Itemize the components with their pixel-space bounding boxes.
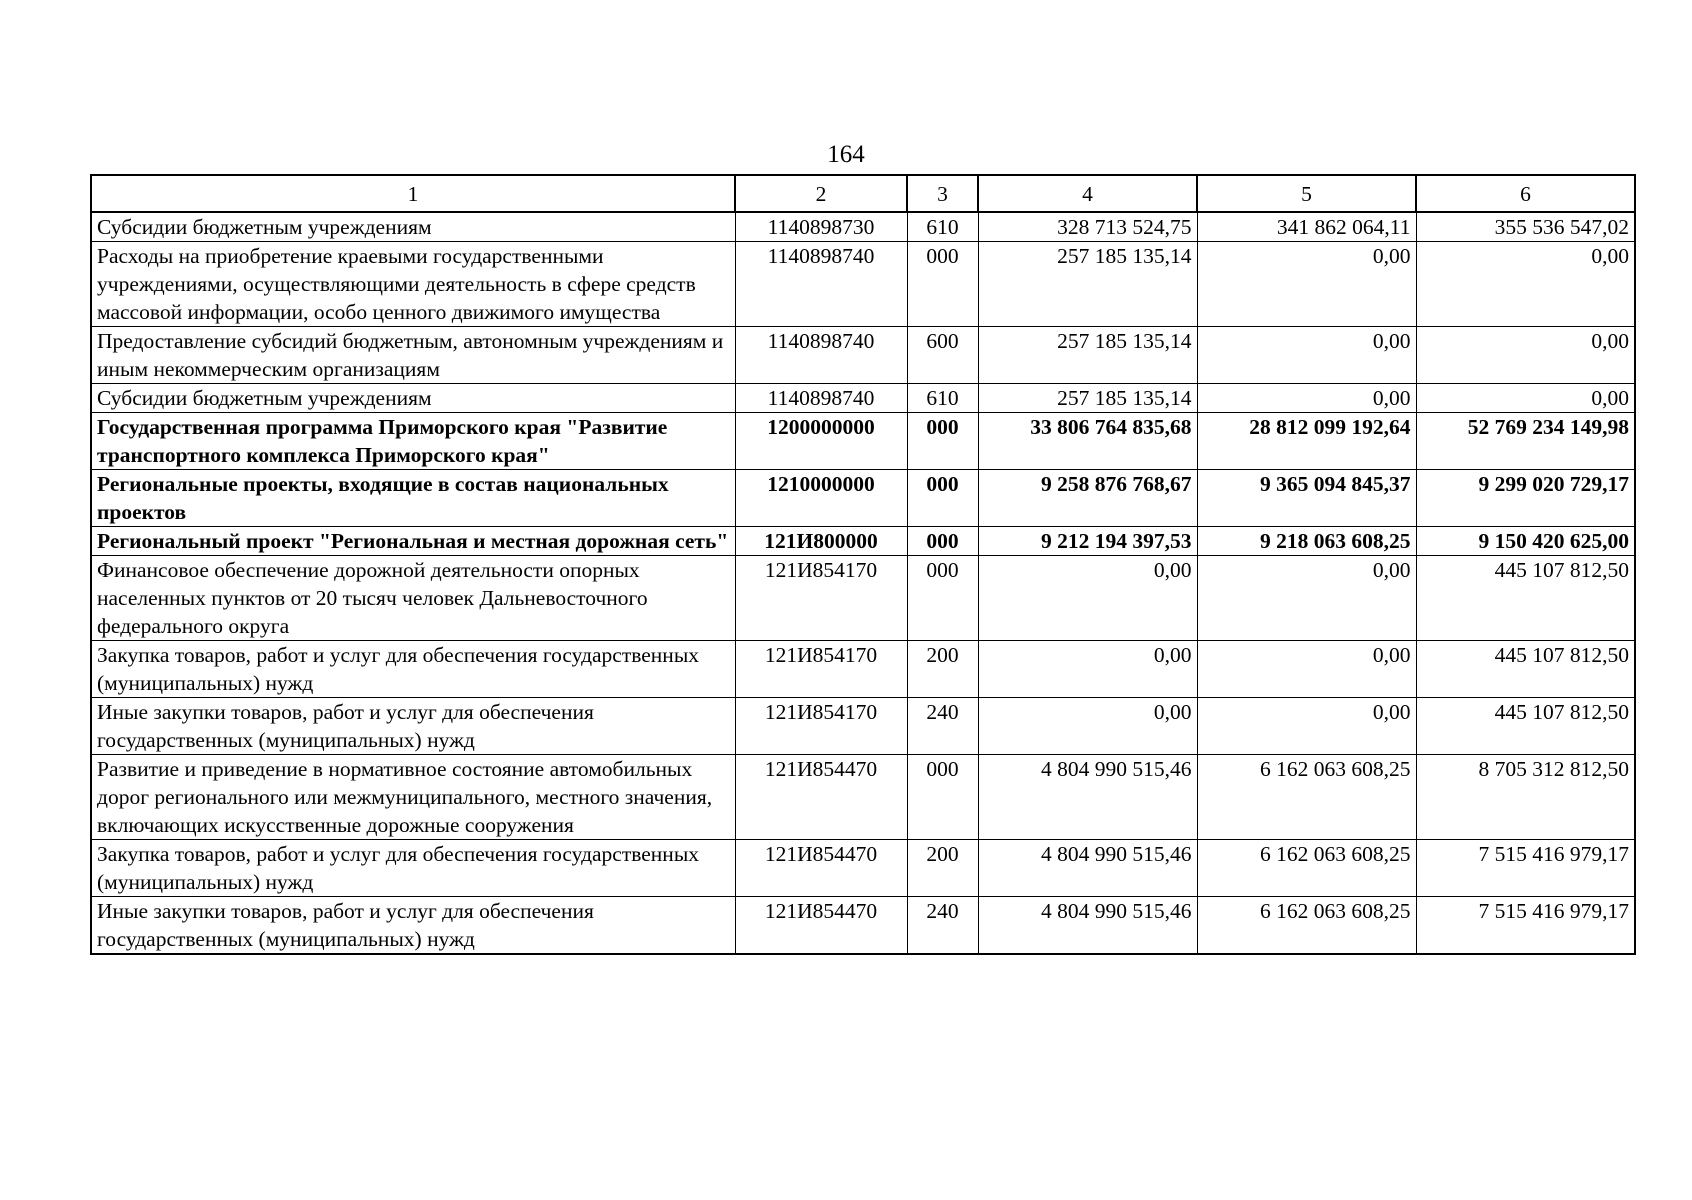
row-amount-col4-cell: 257 185 135,14 <box>978 242 1197 327</box>
row-amount-col6-cell: 7 515 416 979,17 <box>1416 840 1635 897</box>
table-row <box>91 470 1635 527</box>
row-amount-col4-cell: 9 258 876 768,67 <box>978 470 1197 527</box>
row-type-cell: 200 <box>907 840 978 897</box>
row-type-cell: 000 <box>907 556 978 641</box>
table-row <box>91 212 1635 242</box>
row-amount-col5-cell: 0,00 <box>1197 698 1416 755</box>
row-amount-col6-cell: 9 299 020 729,17 <box>1416 470 1635 527</box>
row-name-cell: Финансовое обеспечение дорожной деятельности опорных населенных пунктов от 20 тысяч человек Дальневосточного федерального округа <box>91 556 735 641</box>
column-header: 1 <box>91 175 735 212</box>
row-amount-col4-cell: 0,00 <box>978 556 1197 641</box>
table-row <box>91 413 1635 470</box>
row-amount-col5-cell: 0,00 <box>1197 556 1416 641</box>
row-amount-col4-cell: 257 185 135,14 <box>978 327 1197 384</box>
table-row <box>91 556 1635 641</box>
row-code-cell: 1140898740 <box>735 327 907 384</box>
row-code-cell: 121И854170 <box>735 641 907 698</box>
row-amount-col4-cell: 33 806 764 835,68 <box>978 413 1197 470</box>
row-amount-col4-cell: 328 713 524,75 <box>978 212 1197 242</box>
row-amount-col5-cell: 0,00 <box>1197 384 1416 413</box>
row-amount-col4-cell: 4 804 990 515,46 <box>978 897 1197 955</box>
table-row <box>91 840 1635 897</box>
table-row <box>91 527 1635 556</box>
row-code-cell: 121И854170 <box>735 556 907 641</box>
row-name-cell: Развитие и приведение в нормативное состояние автомобильных дорог регионального или межмуниципального, местного значения, включающих искусственные дорожные сооружения <box>91 755 735 840</box>
row-name-cell: Расходы на приобретение краевыми государственными учреждениями, осуществляющими деятельность в сфере средств массовой информации, особо ценного движимого имущества <box>91 242 735 327</box>
row-amount-col6-cell: 7 515 416 979,17 <box>1416 897 1635 955</box>
row-type-cell: 000 <box>907 242 978 327</box>
column-header: 6 <box>1416 175 1635 212</box>
row-type-cell: 600 <box>907 327 978 384</box>
row-name-cell: Иные закупки товаров, работ и услуг для обеспечения государственных (муниципальных) нужд <box>91 897 735 955</box>
row-amount-col5-cell: 6 162 063 608,25 <box>1197 840 1416 897</box>
row-amount-col6-cell: 9 150 420 625,00 <box>1416 527 1635 556</box>
row-type-cell: 240 <box>907 897 978 955</box>
row-type-cell: 610 <box>907 212 978 242</box>
budget-table <box>90 174 1636 955</box>
row-amount-col6-cell: 52 769 234 149,98 <box>1416 413 1635 470</box>
row-code-cell: 121И854470 <box>735 755 907 840</box>
column-header: 4 <box>978 175 1197 212</box>
row-name-cell: Закупка товаров, работ и услуг для обеспечения государственных (муниципальных) нужд <box>91 641 735 698</box>
table-row <box>91 327 1635 384</box>
row-amount-col6-cell: 445 107 812,50 <box>1416 556 1635 641</box>
row-amount-col5-cell: 6 162 063 608,25 <box>1197 897 1416 955</box>
row-amount-col4-cell: 257 185 135,14 <box>978 384 1197 413</box>
row-name-cell: Предоставление субсидий бюджетным, автономным учреждениям и иным некоммерческим организациям <box>91 327 735 384</box>
row-amount-col4-cell: 9 212 194 397,53 <box>978 527 1197 556</box>
row-name-cell: Государственная программа Приморского края "Развитие транспортного комплекса Приморского края" <box>91 413 735 470</box>
row-amount-col4-cell: 4 804 990 515,46 <box>978 755 1197 840</box>
row-name-cell: Закупка товаров, работ и услуг для обеспечения государственных (муниципальных) нужд <box>91 840 735 897</box>
row-amount-col4-cell: 4 804 990 515,46 <box>978 840 1197 897</box>
row-amount-col6-cell: 445 107 812,50 <box>1416 698 1635 755</box>
row-amount-col5-cell: 341 862 064,11 <box>1197 212 1416 242</box>
row-amount-col6-cell: 0,00 <box>1416 327 1635 384</box>
row-amount-col4-cell: 0,00 <box>978 698 1197 755</box>
row-amount-col6-cell: 355 536 547,02 <box>1416 212 1635 242</box>
row-name-cell: Субсидии бюджетным учреждениям <box>91 212 735 242</box>
row-code-cell: 1140898740 <box>735 242 907 327</box>
row-type-cell: 000 <box>907 755 978 840</box>
page-number: 164 <box>827 141 865 168</box>
row-amount-col5-cell: 0,00 <box>1197 641 1416 698</box>
table-row <box>91 242 1635 327</box>
row-code-cell: 1200000000 <box>735 413 907 470</box>
row-amount-col5-cell: 0,00 <box>1197 327 1416 384</box>
column-header: 5 <box>1197 175 1416 212</box>
row-code-cell: 121И854470 <box>735 897 907 955</box>
row-code-cell: 121И854470 <box>735 840 907 897</box>
table-row <box>91 755 1635 840</box>
row-amount-col6-cell: 445 107 812,50 <box>1416 641 1635 698</box>
table-header-row <box>91 175 1635 212</box>
row-amount-col6-cell: 8 705 312 812,50 <box>1416 755 1635 840</box>
column-header: 3 <box>907 175 978 212</box>
row-amount-col5-cell: 6 162 063 608,25 <box>1197 755 1416 840</box>
column-header: 2 <box>735 175 907 212</box>
table-row <box>91 384 1635 413</box>
row-code-cell: 121И800000 <box>735 527 907 556</box>
row-amount-col6-cell: 0,00 <box>1416 384 1635 413</box>
row-amount-col5-cell: 9 365 094 845,37 <box>1197 470 1416 527</box>
row-type-cell: 200 <box>907 641 978 698</box>
row-code-cell: 1140898740 <box>735 384 907 413</box>
table-row <box>91 641 1635 698</box>
row-amount-col6-cell: 0,00 <box>1416 242 1635 327</box>
row-type-cell: 240 <box>907 698 978 755</box>
row-name-cell: Региональные проекты, входящие в состав национальных проектов <box>91 470 735 527</box>
row-amount-col4-cell: 0,00 <box>978 641 1197 698</box>
row-code-cell: 121И854170 <box>735 698 907 755</box>
row-name-cell: Региональный проект "Региональная и местная дорожная сеть" <box>91 527 735 556</box>
row-type-cell: 610 <box>907 384 978 413</box>
table-row <box>91 897 1635 955</box>
row-name-cell: Субсидии бюджетным учреждениям <box>91 384 735 413</box>
row-type-cell: 000 <box>907 470 978 527</box>
row-type-cell: 000 <box>907 413 978 470</box>
row-code-cell: 1140898730 <box>735 212 907 242</box>
row-amount-col5-cell: 28 812 099 192,64 <box>1197 413 1416 470</box>
row-code-cell: 1210000000 <box>735 470 907 527</box>
row-amount-col5-cell: 9 218 063 608,25 <box>1197 527 1416 556</box>
row-type-cell: 000 <box>907 527 978 556</box>
row-amount-col5-cell: 0,00 <box>1197 242 1416 327</box>
row-name-cell: Иные закупки товаров, работ и услуг для обеспечения государственных (муниципальных) нужд <box>91 698 735 755</box>
table-row <box>91 698 1635 755</box>
